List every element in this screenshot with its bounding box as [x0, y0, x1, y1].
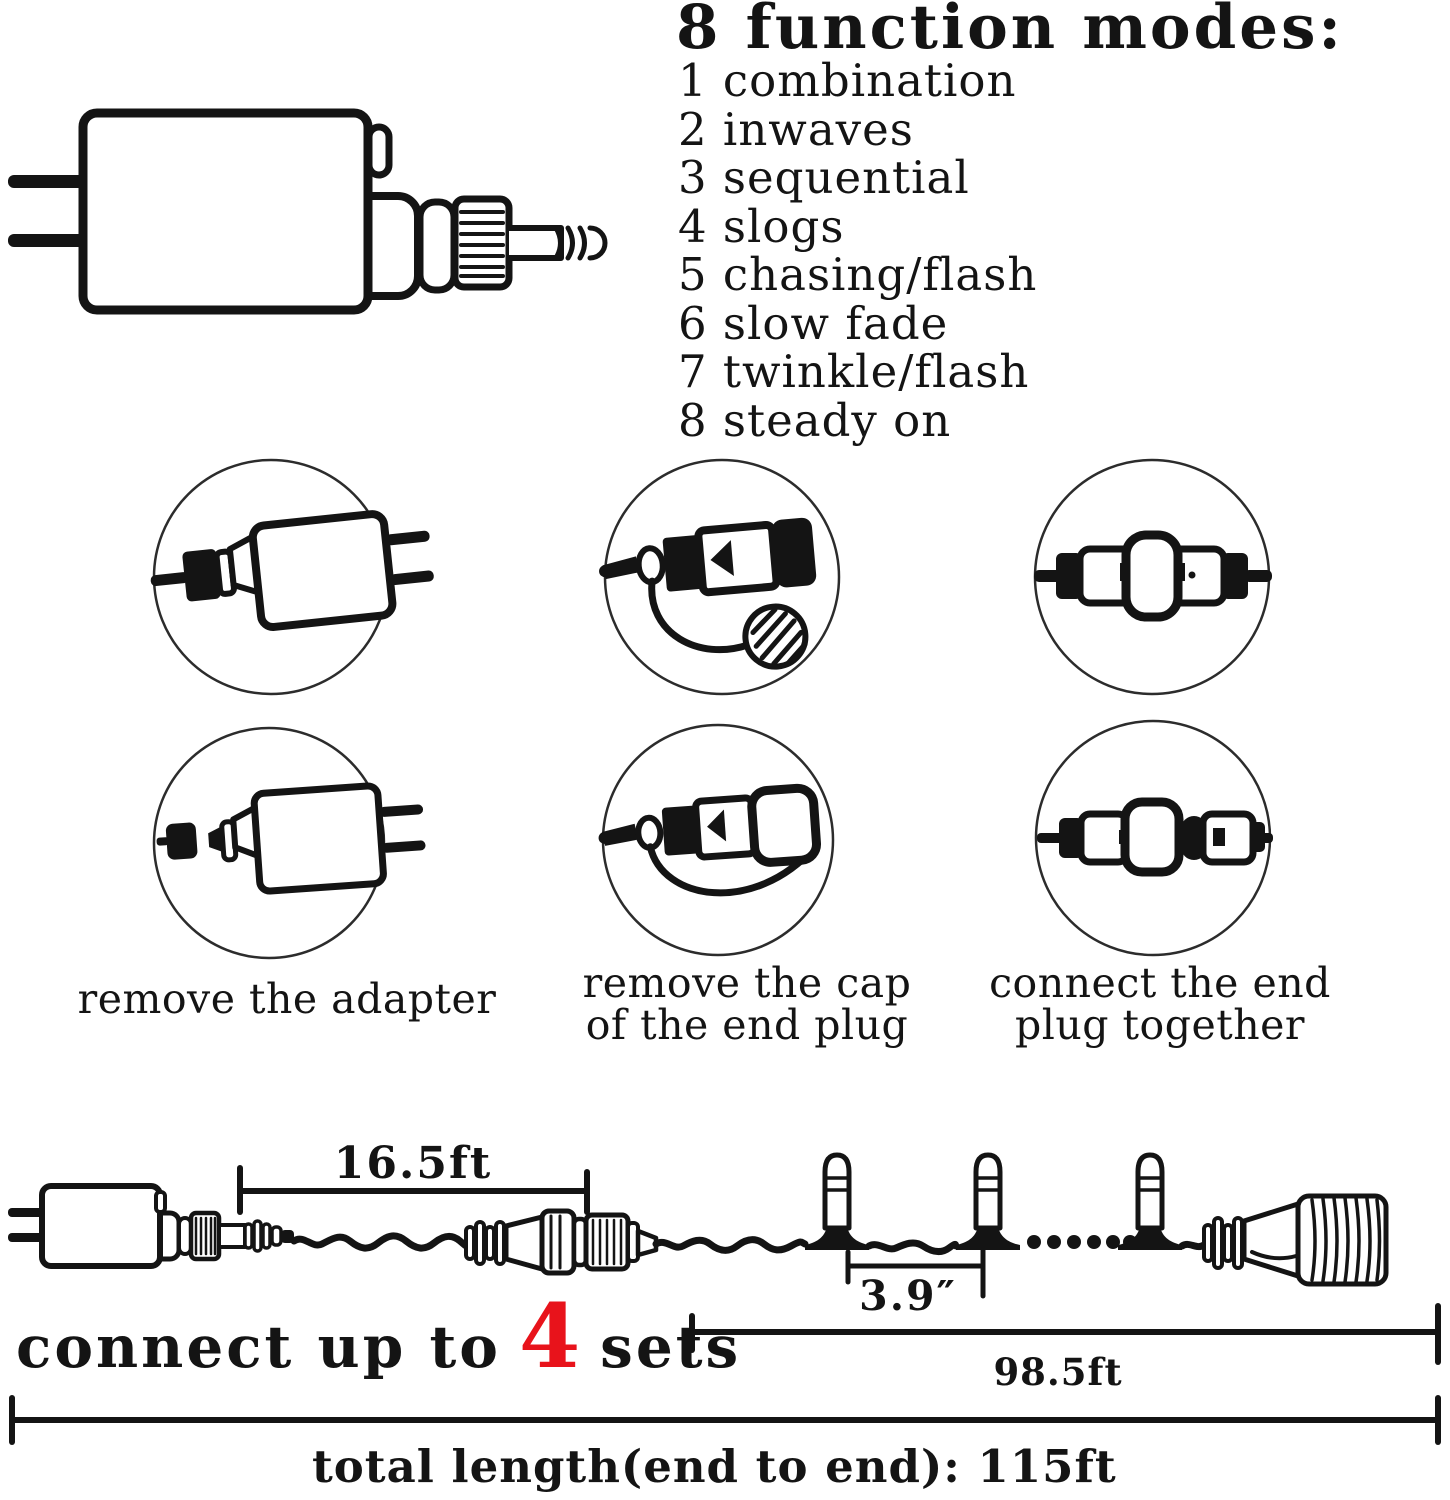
connect-sets-suffix: sets — [600, 1313, 742, 1381]
wire-segment — [294, 1236, 468, 1248]
dimension-total-length — [12, 1398, 1438, 1442]
led-bulb — [805, 1155, 869, 1250]
caption-remove-cap — [540, 959, 954, 1049]
function-modes-list — [678, 54, 1038, 447]
adapter-ring — [420, 202, 454, 290]
label-total-length: total length(end to end): 115ft — [312, 1440, 1117, 1493]
diagram-prong-bottom — [8, 1233, 44, 1242]
function-modes-title: 8 function modes: — [676, 0, 1344, 63]
adapter-prong-bottom — [8, 234, 90, 247]
coupler-female — [542, 1211, 574, 1273]
end-plug — [1204, 1196, 1386, 1284]
caption-line: connect the end — [989, 959, 1331, 1007]
caption-remove-adapter: remove the adapter — [77, 975, 497, 1023]
function-mode-item: 8 steady on — [678, 393, 952, 447]
function-mode-item: 3 sequential — [678, 151, 970, 204]
wire-segment — [1182, 1244, 1204, 1246]
label-lead-length: 16.5ft — [333, 1138, 493, 1189]
diagram-prong-top — [8, 1208, 44, 1217]
adapter-plug-shaft — [509, 228, 561, 258]
caption-line: remove the cap — [582, 959, 912, 1007]
function-mode-item: 1 combination — [678, 54, 1017, 107]
caption-line: of the end plug — [585, 1001, 909, 1049]
diagram-adapter-body — [42, 1186, 160, 1266]
function-mode-item: 6 slow fade — [678, 296, 949, 350]
function-mode-item: 7 twinkle/flash — [678, 345, 1030, 398]
knurl-ridges — [461, 212, 503, 276]
step-circle-cap-removed — [596, 460, 839, 694]
label-bulb-spacing: 3.9″ — [859, 1272, 957, 1320]
connect-sets-line — [16, 1284, 742, 1388]
function-mode-item: 4 slogs — [678, 199, 845, 253]
connect-sets-count: 4 — [518, 1284, 581, 1388]
wire-segment — [656, 1240, 805, 1251]
step-circle-remove-adapter — [154, 728, 428, 958]
caption-connect-end — [950, 959, 1370, 1049]
label-lit-length: 98.5ft — [993, 1350, 1123, 1394]
power-adapter-illustration — [8, 113, 605, 310]
connect-sets-prefix: connect up to — [16, 1313, 501, 1381]
adapter-prong-top — [8, 175, 90, 188]
caption-line: plug together — [1015, 1001, 1305, 1049]
step-circle-plugs-connected — [1034, 460, 1272, 694]
adapter-body — [83, 113, 368, 310]
step-circle-connect-plugs — [1036, 721, 1273, 955]
step-circle-plug-attached — [146, 460, 437, 694]
function-mode-item: 5 chasing/flash — [678, 248, 1038, 301]
led-bulb — [956, 1155, 1020, 1250]
wire-segment — [869, 1243, 956, 1252]
function-mode-item: 2 inwaves — [678, 102, 914, 156]
step-circle-cap-on-plug — [596, 725, 833, 955]
